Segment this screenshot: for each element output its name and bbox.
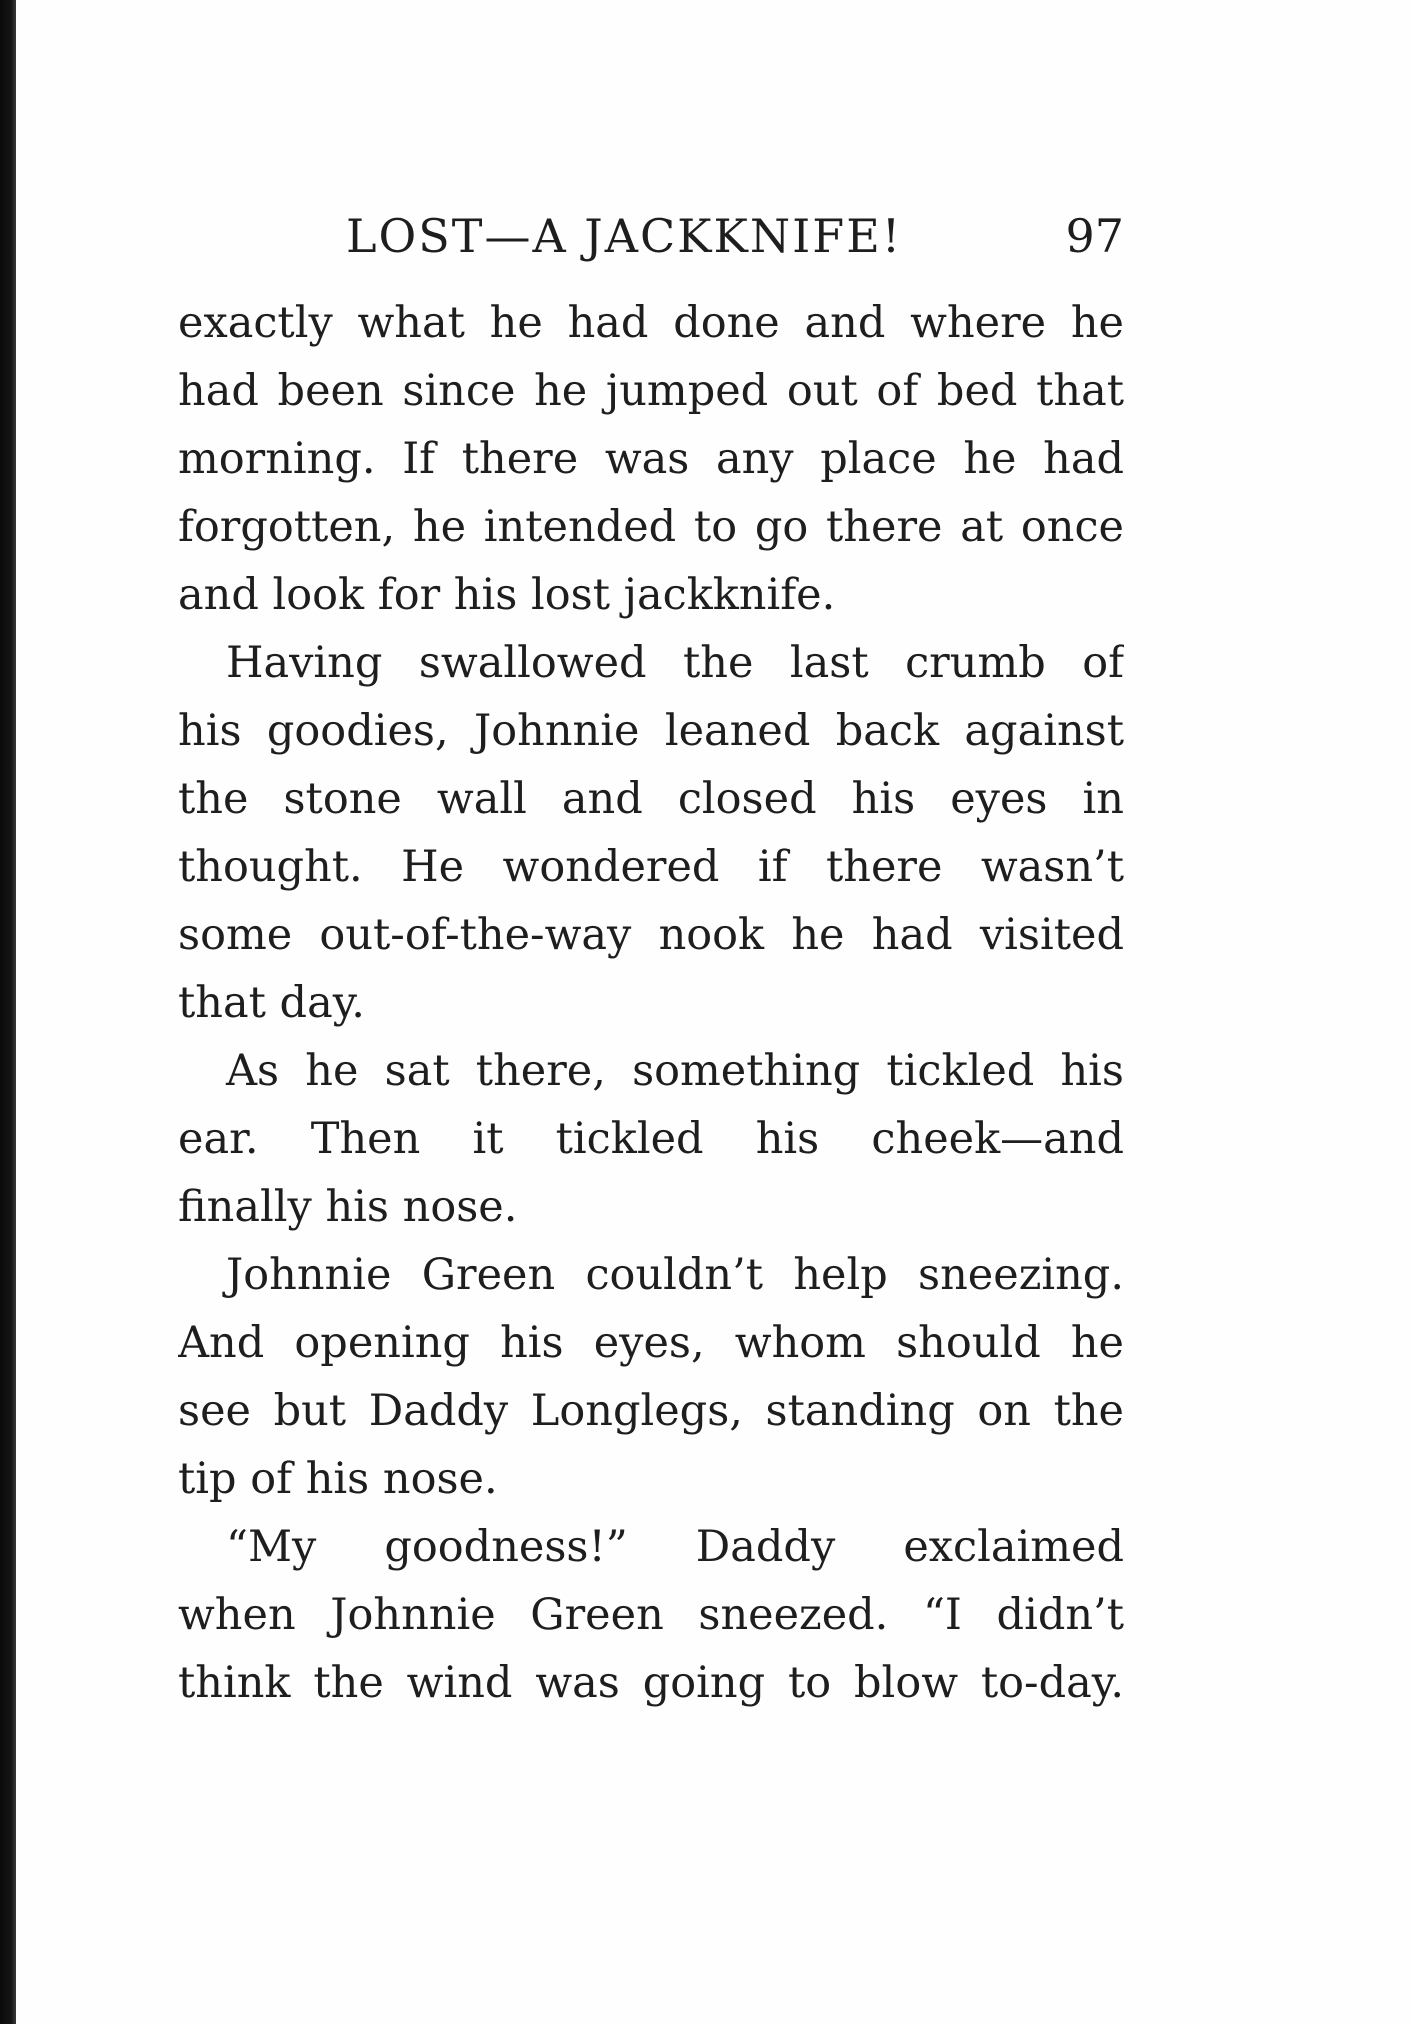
text-line: the stone wall and closed his eyes in	[178, 774, 1124, 824]
text-line: As he sat there, something tickled his	[226, 1046, 1124, 1096]
running-header	[178, 205, 1124, 267]
text-line: “My goodness!” Daddy exclaimed	[226, 1522, 1124, 1572]
page-number: 97	[1065, 209, 1124, 263]
paragraph	[178, 1241, 1124, 1513]
text-line: tip of his nose.	[178, 1454, 498, 1504]
text-line: Having swallowed the last crumb of	[226, 638, 1124, 688]
text-line: thought. He wondered if there wasn’t	[178, 842, 1124, 892]
paragraph	[178, 1037, 1124, 1241]
text-line: when Johnnie Green sneezed. “I didn’t	[178, 1590, 1124, 1640]
paragraph	[178, 1513, 1124, 1717]
binding-edge	[0, 0, 16, 2024]
text-line: ear. Then it tickled his cheek—and	[178, 1114, 1124, 1164]
text-line: some out-of-the-way nook he had visited	[178, 910, 1124, 960]
text-line: that day.	[178, 978, 365, 1028]
text-line: think the wind was going to blow to-day.	[178, 1658, 1124, 1708]
text-body	[178, 289, 1124, 1717]
text-line: finally his nose.	[178, 1182, 518, 1232]
text-line: morning. If there was any place he had	[178, 434, 1124, 484]
text-line: see but Daddy Longlegs, standing on the	[178, 1386, 1124, 1436]
text-line: Johnnie Green couldn’t help sneezing.	[226, 1250, 1124, 1300]
text-line: his goodies, Johnnie leaned back against	[178, 706, 1124, 756]
chapter-title: LOST—A JACKKNIFE!	[346, 209, 903, 263]
paragraph	[178, 289, 1124, 629]
text-line: and look for his lost jackknife.	[178, 570, 836, 620]
paragraph	[178, 629, 1124, 1037]
text-line: exactly what he had done and where he	[178, 298, 1124, 348]
text-line: had been since he jumped out of bed that	[178, 366, 1124, 416]
text-line: And opening his eyes, whom should he	[178, 1318, 1124, 1368]
text-line: forgotten, he intended to go there at once	[178, 502, 1124, 552]
